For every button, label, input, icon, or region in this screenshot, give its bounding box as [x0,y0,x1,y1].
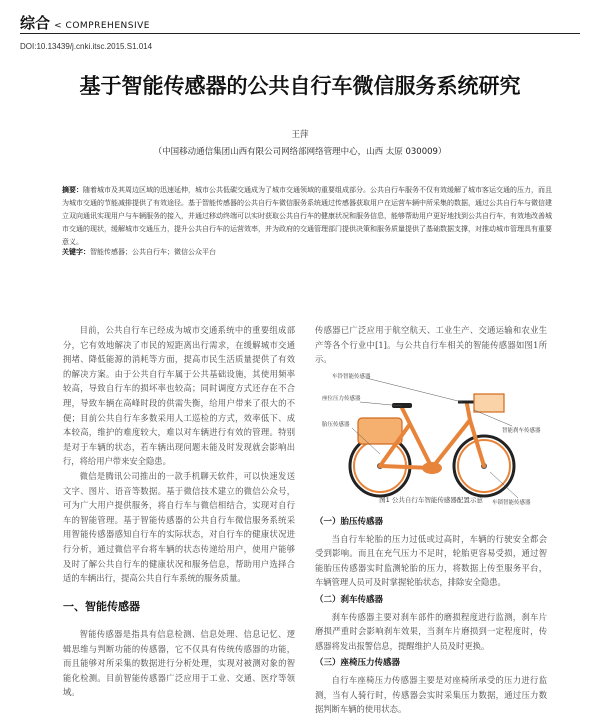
keywords-label: 关键字： [62,247,90,256]
paragraph: 自行车座椅压力传感器主要是对座椅所承受的压力进行监测，当有人骑行时，传感器会实时采集压力数据，通过压力数据判断车辆的使用状态。 [315,674,547,715]
paragraph: 目前，公共自行车已经成为城市交通系统中的重要组成部分，它有效地解决了市民的短距离出行需求，在缓解城市交通拥堵、降低能源的消耗等方面，提高市民生活质量提供了有效的解决方案。由于公共自行车属于公共基础设施，其使用频率较高，导致自行车的损坏率也较高；同时调度方式还存在不合理，导致车辆在高峰时段的供需失衡，给用户带来了很大的不便；目前公共自行车多数采用人工巡检的方式，效率低下、成本较高，维护的难度较大，难以对车辆进行有效的管理。特别是对于车辆的状态，若车辆出现问题未能及时发现就会影响出行，将给用户带来安全隐患。 [63,325,295,467]
journal-header [20,12,150,33]
right-column-lower [315,512,547,717]
label-tire-sensor: 胎压传感器 [322,422,350,428]
paragraph: 刹车传感器主要对刹车部件的磨损程度进行监测，刹车片磨损严重时会影响刹车效果，当刹车片磨损到一定程度时，传感器将发出报警信息，提醒维护人员及时更换。 [315,611,547,651]
left-column [63,323,295,586]
label-brake-sensor: 智能刹车传感器 [502,428,541,434]
section-heading: 一、智能传感器 [63,600,140,613]
subheading: （三）座椅压力传感器 [315,658,401,669]
abstract [62,183,552,249]
label-seat-sensor: 座位压力传感器 [322,396,361,402]
label-lock-sensor: 车锁智能传感器 [492,500,531,506]
right-column [315,323,547,367]
label-bell-sensor: 车铃智能传感器 [332,374,371,380]
rear-panel [358,418,402,444]
paragraph: 当自行车轮胎的压力过低或过高时，车辆的行驶安全都会受到影响。而且在充气压力不足时，轮胎更容易受损，通过智能胎压传感器实时监测轮胎的压力，将数据上传至服务平台，车辆管理人员可及时掌握轮胎状态，排除安全隐患。 [315,533,547,588]
affiliation: （中国移动通信集团山西有限公司网络部网络管理中心，山西 太原 030009） [153,147,447,157]
section-label: 综合 [20,14,51,32]
left-column-lower [63,627,295,700]
section-label-en: < COMPREHENSIVE [54,21,150,31]
header-rule [20,33,580,34]
subheading: （一）胎压传感器 [315,517,384,527]
paragraph: 微信是腾讯公司推出的一款手机聊天软件，可以快速发送文字、图片、语音等数据。基于微信技术建立的微信公众号，可为广大用户提供服务，将自行车与微信相结合，实现对自行车的智能管理。基于智能传感器的公共自行车微信服务系统采用智能传感器感知自行车的实际状态，对自行车的健康状况进行分析，通过微信平台将车辆的状态传递给用户，使用户能够及时了解公共自行车的健康状况和服务信息，帮助用户选择合适的车辆出行，提高公共自行车系统的服务质量。 [63,470,295,584]
author: 王萍 [291,130,309,140]
abstract-text: 随着城市及其周边区域的迅速延伸，城市公共低碳交通成为了城市交通领域的重要组成部分。公共自行车服务不仅有效缓解了城市客运交通的压力，而且为城市交通的节能减排提供了有效途径。基于智能传感器的公共自行车微信服务系统通过传感器获取用户在运营车辆中所采集的数据，通过公共自行车与微信建立双向通讯实现用户与车辆服务的接入，并通过移动终端可以实时获取公共自行车的健康状况和服务信息，能够帮助用户更好地找到公共自行车，有效地改善城市交通的现状，缓解城市交通压力，提升公共自行车的运营效率，并为政府的交通管理部门提供决策和服务质量提供了基础数据支撑，对推动城市管理具有重要意义。 [62,186,552,246]
paragraph: 智能传感器是指具有信息检测、信息处理、信息记忆、逻辑思维与判断功能的传感器，它不仅具有传统传感器的功能，而且能够对所采集的数据进行分析处理，实现对被测对象的智能化检测。目前智能传感器广泛应用于工业、交通、医疗等领域。 [63,629,295,698]
doi: DOI:10.13439/j.cnki.itsc.2015.S1.014 [20,42,153,51]
keywords [62,247,552,257]
paper-title: 基于智能传感器的公共自行车微信服务系统研究 [79,74,521,98]
abstract-label: 摘要： [62,185,83,194]
bicycle-figure [322,368,546,508]
figure-caption: 图1 公共自行车智能传感器配置示意 [379,496,483,504]
keywords-text: 智能传感器；公共自行车；微信公众平台 [90,248,216,256]
paragraph: 传感器已广泛应用于航空航天、工业生产、交通运输和农业生产等各个行业中[1]。与公共自行车相关的智能传感器如图1所示。 [315,325,547,365]
subheading: （二）刹车传感器 [315,594,384,605]
basket [474,394,504,412]
